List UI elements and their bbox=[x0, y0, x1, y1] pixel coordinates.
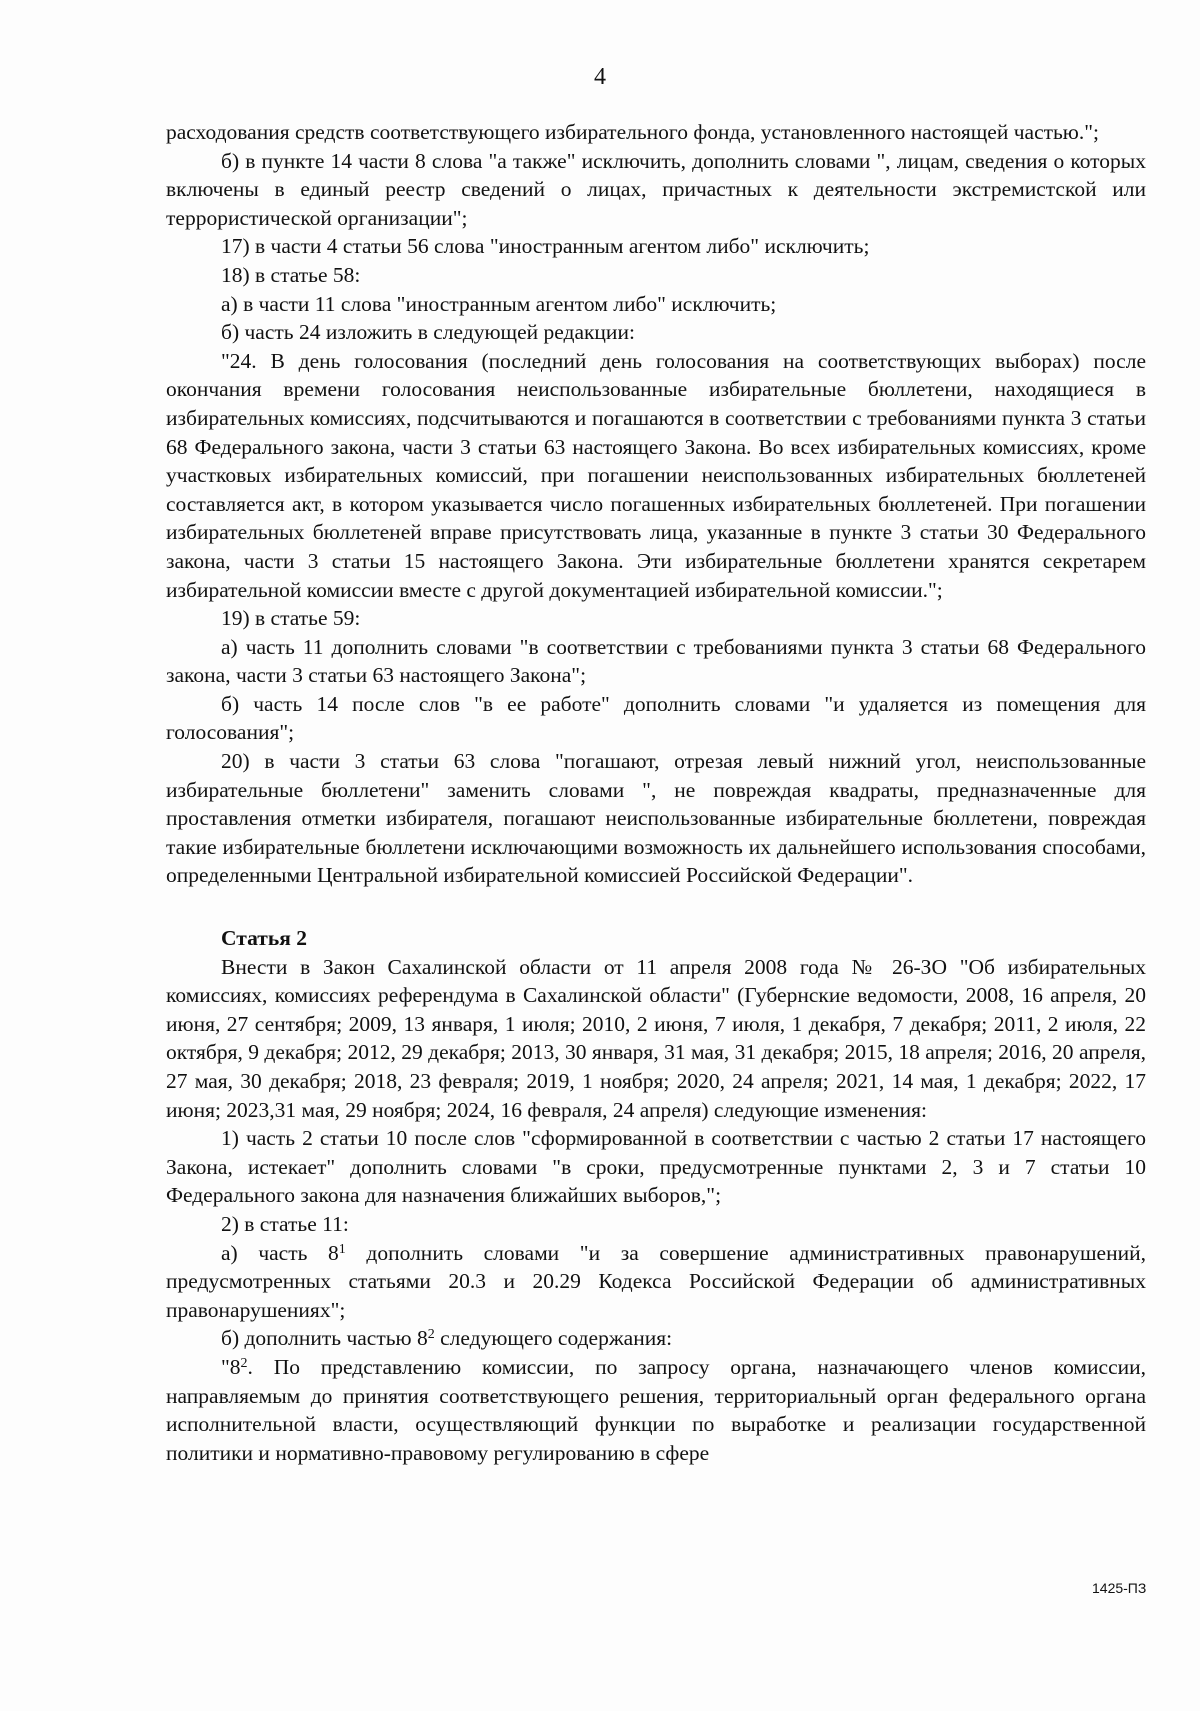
section-spacer bbox=[166, 890, 1146, 924]
paragraph: а) часть 11 дополнить словами "в соответствии с требованиями пункта 3 статьи 68 Федерального закона, части 3 статьи 63 настоящего Закона"; bbox=[166, 634, 1146, 688]
document-code: 1425-ПЗ bbox=[1092, 1580, 1147, 1596]
text-fragment: следующего содержания: bbox=[434, 1326, 673, 1351]
paragraph: 20) в части 3 статьи 63 слова "погашают, отрезая левый нижний угол, неиспользованные избирательные бюллетени" заменить словами ", не повреждая квадраты, предназначенные для проставления отметки избирателя, погашают неиспользованные избирательные бюллетени, повреждая такие избирательные бюллетени исключающими возможность их дальнейшего использования способами, определенными Центральной избирательной комиссией Российской Федерации". bbox=[166, 749, 1146, 888]
paragraph-part-8-2-intro bbox=[166, 1324, 1146, 1353]
paragraph: б) часть 14 после слов "в ее работе" дополнить словами "и удаляется из помещения для голосования"; bbox=[166, 691, 1146, 745]
paragraph: б) в пункте 14 части 8 слова "а также" исключить, дополнить словами ", лицам, сведения о которых включены в единый реестр сведений о лицах, причастных к деятельности экстремистской или террористической организации"; bbox=[166, 148, 1146, 230]
article-title: Статья 2 bbox=[221, 926, 307, 951]
superscript: 2 bbox=[240, 1355, 248, 1371]
text-fragment: "8 bbox=[221, 1354, 241, 1379]
paragraph: 17) в части 4 статьи 56 слова "иностранным агентом либо" исключить; bbox=[221, 234, 870, 259]
paragraph: расходования средств соответствующего избирательного фонда, установленного настоящей частью."; bbox=[166, 120, 1099, 144]
paragraph: 19) в статье 59: bbox=[221, 606, 361, 631]
text-fragment: дополнить словами "и за совершение административных правонарушений, предусмотренных статьями 20.3 и 20.29 Кодекса Российской Федерации об административных правонарушениях"; bbox=[166, 1240, 1146, 1322]
paragraph-part-8-1 bbox=[166, 1239, 1146, 1325]
text-fragment: б) дополнить частью 8 bbox=[221, 1326, 428, 1351]
page-number: 4 bbox=[594, 64, 606, 90]
superscript: 1 bbox=[338, 1241, 346, 1257]
paragraph: 1) часть 2 статьи 10 после слов "сформированной в соответствии с частью 2 статьи 17 настоящего Закона, истекает" дополнить словами "в сроки, предусмотренные пунктами 2, 3 и 7 статьи 10 Федерального закона для назначения ближайших выборов,"; bbox=[166, 1126, 1146, 1208]
paragraph: а) в части 11 слова "иностранным агентом либо" исключить; bbox=[221, 291, 777, 316]
document-body bbox=[166, 118, 1146, 1467]
paragraph-part-8-2-text bbox=[166, 1353, 1146, 1467]
text-fragment: . По представлению комиссии, по запросу органа, назначающего членов комиссии, направляемым до принятия соответствующего решения, территориальный орган федерального органа исполнительной власти, осуществляющий функции по выработке и реализации государственной политики и нормативно-правовому регулированию в сфере bbox=[166, 1354, 1146, 1465]
superscript: 2 bbox=[427, 1327, 435, 1343]
paragraph: 18) в статье 58: bbox=[221, 262, 361, 287]
paragraph: 2) в статье 11: bbox=[221, 1211, 349, 1236]
text-fragment: а) часть 8 bbox=[221, 1240, 339, 1265]
paragraph: б) часть 24 изложить в следующей редакции: bbox=[221, 320, 635, 345]
paragraph: Внести в Закон Сахалинской области от 11 апреля 2008 года № 26-ЗО "Об избирательных комиссиях, комиссиях референдума в Сахалинской области" (Губернские ведомости, 2008, 16 апреля, 20 июня, 27 сентября; 2009, 13 января, 1 июля; 2010, 2 июня, 7 июля, 1 декабря, 7 декабря; 2011, 2 июля, 22 октября, 9 декабря; 2012, 29 декабря; 2013, 30 января, 31 мая, 31 декабря; 2015, 18 апреля; 2016, 20 апреля, 27 мая, 30 декабря; 2018, 23 февраля; 2019, 1 ноября; 2020, 24 апреля; 2021, 14 мая, 1 декабря; 2022, 17 июня; 2023,31 мая, 29 ноября; 2024, 16 февраля, 24 апреля) следующие изменения: bbox=[166, 954, 1146, 1122]
paragraph: "24. В день голосования (последний день голосования на соответствующих выборах) после окончания времени голосования неиспользованные избирательные бюллетени, находящиеся в избирательных комиссиях, подсчитываются и погашаются в соответствии с требованиями пункта 3 статьи 68 Федерального закона, части 3 статьи 63 настоящего Закона. Во всех избирательных комиссиях, кроме участковых избирательных комиссий, при погашении неиспользованных избирательных бюллетеней составляется акт, в котором указывается число погашенных избирательных бюллетеней. При погашении избирательных бюллетеней вправе присутствовать лица, указанные в пункте 3 статьи 30 Федерального закона, части 3 статьи 15 настоящего Закона. Эти избирательные бюллетени хранятся секретарем избирательной комиссии вместе с другой документацией избирательной комиссии."; bbox=[166, 348, 1146, 602]
